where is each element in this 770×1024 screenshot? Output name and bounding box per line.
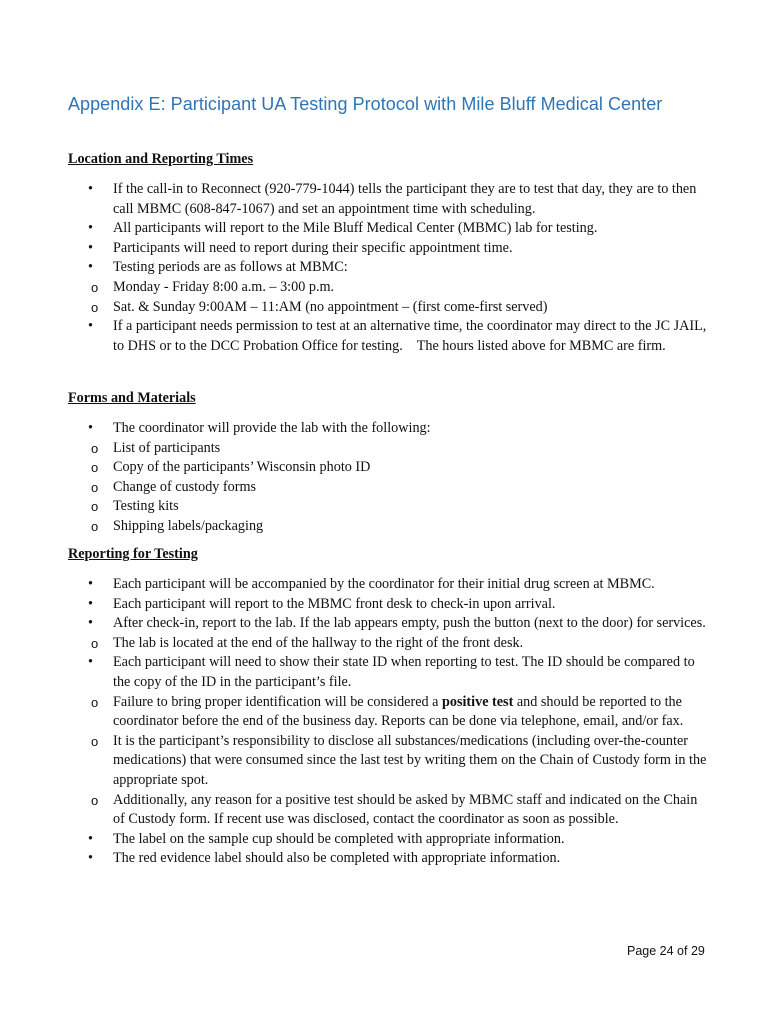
sub-list-item: o Shipping labels/packaging [91,517,264,534]
sub-list-item: o Monday - Friday 8:00 a.m. – 3:00 p.m. [91,278,335,295]
list-item: • Each participant will be accompanied by the coordinator for their initial drug screen at MBMC. [88,576,655,592]
list-item: • All participants will report to the Mile Bluff Medical Center (MBMC) lab for testing. [88,220,598,237]
sub-list-item: o It is the participant’s responsibility to disclose all substances/medications (including over-the-counter medications) that were consumed since the last test by writing them on the Chain of Custody form in the appropriate spot. [91,732,707,788]
list-item: • The label on the sample cup should be completed with appropriate information. [88,830,565,847]
sub-list-item: o Testing kits [91,498,179,515]
section-location-reporting-times [68,150,708,356]
list-item: • Each participant will need to show their state ID when reporting to test. The ID should be compared to the copy of the ID in the participant’s file. o Failure to bring proper identification will be considered a positive test and should be reported to the coordinator before the end of the business day. Reports can be done via telephone, email, and/or fax. o It is the participant’s responsibility to disclose all substances/medications (including over-the-counter medications) that were consumed since the last test by writing them on the Chain of Custody form in the appropriate spot. o Additionally, any reason for a positive test should be asked by MBMC staff and indicated on the Chain of Custody form. If recent use was disclosed, contact the coordinator as soon as possible. [68,653,708,829]
page-title: Appendix E: Participant UA Testing Protocol with Mile Bluff Medical Center [68,94,663,114]
bullet-list [68,575,708,869]
sub-list-item: o Additionally, any reason for a positive test should be asked by MBMC staff and indicated on the Chain of Custody form. If recent use was disclosed, contact the coordinator as soon as possible. [91,791,698,828]
sub-list-item: o Sat. & Sunday 9:00AM – 11:AM (no appointment – (first come-first served) [91,298,548,315]
section-heading: Forms and Materials [68,390,196,406]
list-item: • The red evidence label should also be completed with appropriate information. [88,850,561,867]
section-heading: Reporting for Testing [68,546,198,562]
sub-list-item: o List of participants [91,439,221,456]
list-item: • Each participant will report to the MBMC front desk to check-in upon arrival. [88,595,556,612]
bullet-list [68,180,708,356]
section-heading: Location and Reporting Times [68,151,254,167]
section-reporting-for-testing [68,545,708,869]
list-item: • If the call-in to Reconnect (920-779-1044) tells the participant they are to test that day, they are to then call MBMC (608-847-1067) and set an appointment time with scheduling. [88,181,697,217]
testing-periods-list [91,278,708,317]
sub-list-item: o The lab is located at the end of the hallway to the right of the front desk. [91,634,524,651]
page-number: Page 24 of 29 [627,944,705,958]
section-forms-materials [68,389,708,537]
sub-list-item: o Change of custody forms [91,478,257,495]
sub-list-item: o Copy of the participants’ Wisconsin photo ID [91,459,371,476]
bullet-list [68,419,708,537]
list-item: • Testing periods are as follows at MBMC: o Monday - Friday 8:00 a.m. – 3:00 p.m. o Sat. & Sunday 9:00AM – 11:AM (no appointment – (first come-first served) [68,258,708,317]
list-item: • After check-in, report to the lab. If the lab appears empty, push the button (next to the door) for services. o The lab is located at the end of the hallway to the right of the front desk. [68,614,708,653]
positive-test-emphasis: positive test [441,693,514,710]
lab-location-list [91,634,708,654]
list-item: • The coordinator will provide the lab with the following: o List of participants o Copy of the participants’ Wisconsin photo ID o Change of custody forms o Testing kits o Shipping labels/packaging [68,419,708,537]
list-item: • If a participant needs permission to test at an alternative time, the coordinator may direct to the JC JAIL, to DHS or to the DCC Probation Office for testing. The hours listed above for MBMC are firm. [88,318,710,354]
id-notes-list [91,693,708,830]
materials-list [91,439,708,537]
sub-list-item: o Failure to bring proper identification will be considered a positive test and should be reported to the coordinator before the end of the business day. Reports can be done via telephone, email, and/or fax. [91,693,684,730]
list-item: • Participants will need to report during their specific appointment time. [88,239,513,256]
